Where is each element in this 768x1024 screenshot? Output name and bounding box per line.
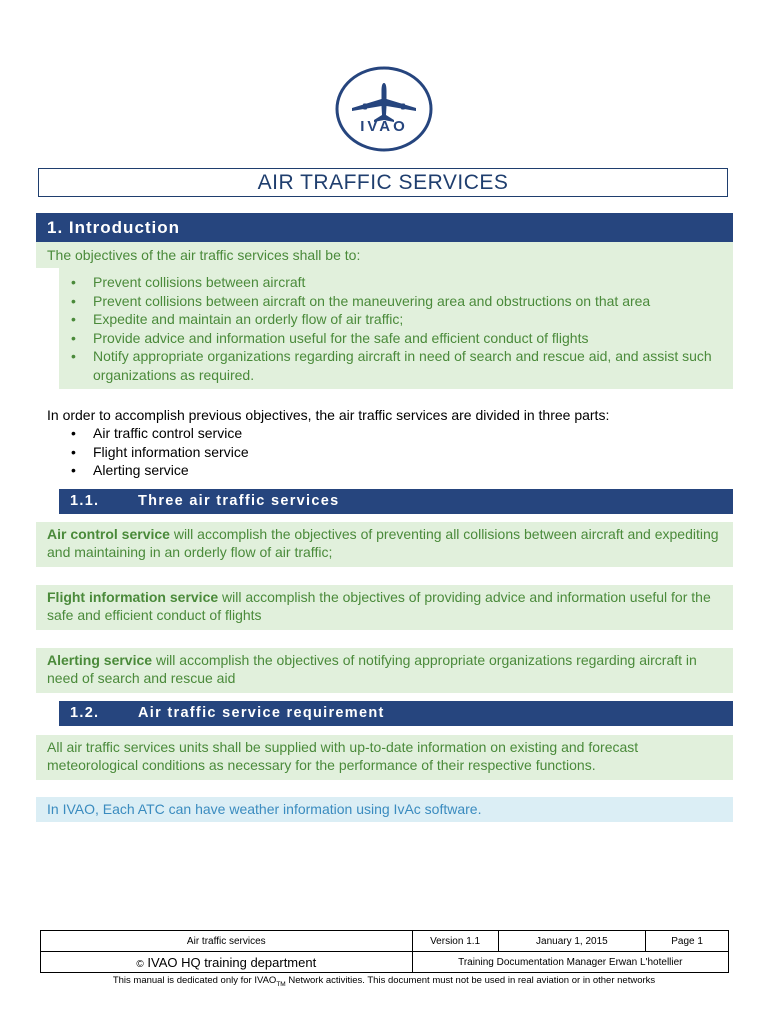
list-item: • Prevent collisions between aircraft on the maneuvering area and obstructions on that area (59, 292, 723, 311)
term-description: will accomplish the objectives of providing advice and information useful for the safe and efficient conduct of flights (47, 589, 711, 623)
list-item: • Notify appropriate organizations regarding aircraft in need of search and rescue aid, and assist such organizations as required. (59, 347, 723, 384)
term-label: Flight information service (47, 589, 219, 605)
intro-lead-text: The objectives of the air traffic services shall be to: (36, 242, 733, 268)
section-heading-introduction: 1. Introduction (36, 213, 733, 242)
footer-date: January 1, 2015 (498, 931, 646, 952)
footer-table (40, 930, 729, 973)
list-item: • Expedite and maintain an orderly flow of air traffic; (59, 310, 723, 329)
ivao-logo (334, 65, 434, 155)
copyright-icon: © (136, 958, 144, 970)
section-title: Air traffic service requirement (138, 705, 385, 721)
term-description: will accomplish the objectives of preventing all collisions between aircraft and expediting and maintaining in an orderly flow of air traffic; (47, 526, 719, 560)
disclaimer-text-rest: Network activities. This document must not be used in real aviation or in other networks (285, 975, 656, 986)
list-item: • Alerting service (59, 461, 249, 480)
list-item: • Prevent collisions between aircraft (59, 273, 723, 292)
ivao-note-box: In IVAO, Each ATC can have weather information using IvAc software. (36, 797, 733, 822)
section-number: 1.2. (70, 705, 100, 721)
section-heading-three-services (59, 489, 733, 514)
list-item: • Flight information service (59, 443, 249, 462)
footer-manager: Training Documentation Manager Erwan L'hotellier (412, 952, 728, 973)
list-item: • Provide advice and information useful for the safe and efficient conduct of flights (59, 329, 723, 348)
footer-version: Version 1.1 (412, 931, 498, 952)
term-label: Air control service (47, 526, 170, 542)
footer-disclaimer (0, 975, 768, 988)
disclaimer-text: This manual is dedicated only for IVAO (112, 975, 277, 986)
alerting-service-box (36, 648, 733, 693)
requirement-text-box: All air traffic services units shall be supplied with up-to-date information on existing and forecast meteorological conditions as necessary for the performance of their respective functions. (36, 735, 733, 780)
logo-text: IVAO (360, 118, 408, 135)
term-description: will accomplish the objectives of notifying appropriate organizations regarding aircraft in need of search and rescue aid (47, 652, 697, 686)
document-title: AIR TRAFFIC SERVICES (38, 168, 728, 197)
service-parts-list (59, 424, 249, 480)
footer-page: Page 1 (646, 931, 729, 952)
trademark-mark: TM (276, 980, 286, 988)
section-title: Three air traffic services (138, 493, 340, 509)
footer-department-cell (41, 952, 413, 973)
section-heading-requirement (59, 701, 733, 726)
air-control-service-box (36, 522, 733, 567)
objectives-list (59, 268, 733, 389)
footer-doc-title: Air traffic services (41, 931, 413, 952)
division-text: In order to accomplish previous objectives, the air traffic services are divided in three parts: (47, 407, 610, 423)
term-label: Alerting service (47, 652, 153, 668)
flight-information-service-box (36, 585, 733, 630)
section-number: 1.1. (70, 493, 100, 509)
footer-department: IVAO HQ training department (147, 954, 317, 970)
list-item: • Air traffic control service (59, 424, 249, 443)
